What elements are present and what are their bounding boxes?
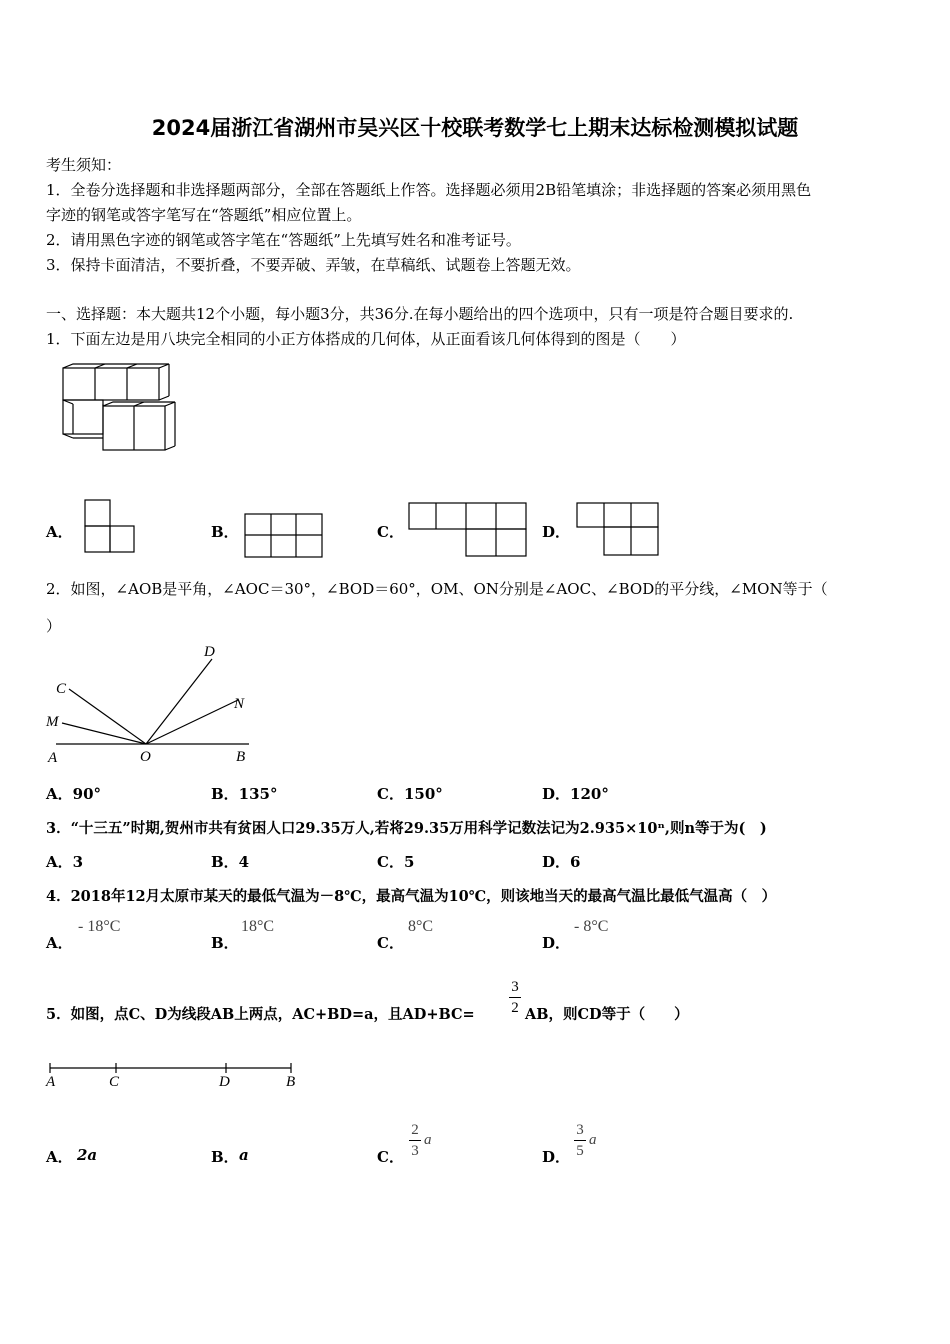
q3-stem: 3．“十三五”时期,贺州市共有贫困人口29.35万人,若将29.35万用科学记数法记为2.935×10ⁿ,则n等于为( )	[46, 820, 767, 837]
q2-stem-text: 2．如图，∠AOB是平角，∠AOC＝30°，∠BOD＝60°，OM、ON分别是∠AOC、∠BOD的平分线，∠MON等于（	[46, 580, 828, 598]
q4-option-a-label: A．	[46, 934, 73, 952]
notice-heading: 考生须知：	[46, 156, 122, 174]
q5-option-d-var: a	[589, 1132, 597, 1148]
q2-point-m: M	[46, 714, 59, 730]
q2-angle-figure	[44, 642, 264, 767]
page-title: 2024届浙江省湖州市吴兴区十校联考数学七上期末达标检测模拟试题	[151, 116, 799, 140]
q4-option-d-label: D．	[542, 934, 571, 952]
q4-stem: 4．2018年12月太原市某天的最低气温为－8℃，最高气温为10℃，则该地当天的最高气温比最低气温高（ ）	[46, 888, 777, 905]
fraction-bar	[509, 997, 521, 998]
q4-option-c-value: 8°C	[408, 918, 434, 935]
q5-option-a-value: 2a	[77, 1146, 98, 1164]
q4-option-b-value: 18°C	[241, 918, 275, 935]
q4-option-c-label: C．	[377, 934, 404, 952]
fraction-bar	[574, 1140, 586, 1141]
q5-optd-num: 3	[576, 1122, 584, 1138]
q2-point-b: B	[236, 749, 246, 765]
q1-option-d-label: D．	[542, 523, 571, 541]
q2-point-o: O	[140, 749, 151, 765]
q3-option-b: B．4	[211, 853, 250, 871]
q1-option-d-figure	[576, 502, 662, 560]
q5-option-c-fraction	[407, 1121, 423, 1160]
q1-option-a-label: A．	[46, 523, 73, 541]
q5-option-a-label: A．	[46, 1148, 73, 1166]
q5-frac-den: 2	[511, 1000, 519, 1016]
notice-line-1a: 1．全卷分选择题和非选择题两部分，全部在答题纸上作答。选择题必须用2B铅笔填涂；非选择题的答案必须用黑色	[46, 181, 812, 199]
section-heading: 一、选择题：本大题共12个小题，每小题3分，共36分.在每小题给出的四个选项中，只有一项是符合题目要求的.	[46, 305, 794, 323]
q1-option-b-label: B．	[211, 523, 239, 541]
q2-point-n: N	[234, 696, 245, 712]
q5-point-c: C	[109, 1074, 120, 1090]
q5-option-d-fraction	[572, 1121, 588, 1160]
q5-point-d: D	[219, 1074, 230, 1090]
notice-line-1b: 字迹的钢笔或答字笔写在“答题纸”相应位置上。	[46, 206, 362, 224]
q2-stem-end: ）	[46, 617, 62, 635]
q3-option-c: C．5	[377, 853, 415, 871]
q1-option-c-label: C．	[377, 523, 404, 541]
q2-point-a: A	[48, 750, 58, 766]
q5-stem-fraction	[507, 978, 523, 1017]
q5-segment-figure	[44, 1060, 304, 1095]
q5-stem-a: 5．如图，点C、D为线段AB上两点，AC+BD=a，且AD+BC=	[46, 1006, 475, 1023]
q5-point-b: B	[286, 1074, 296, 1090]
q2-stem	[46, 578, 828, 599]
q4-option-b-label: B．	[211, 934, 239, 952]
q2-option-a: A．90°	[46, 785, 102, 803]
q1-option-c-figure	[408, 502, 530, 560]
q1-solid-figure	[55, 360, 185, 455]
notice-line-2: 2．请用黑色字迹的钢笔或答字笔在“答题纸”上先填写姓名和准考证号。	[46, 231, 521, 249]
q2-option-d: D．120°	[542, 785, 609, 803]
q3-option-a: A．3	[46, 853, 84, 871]
q5-frac-num: 3	[511, 979, 519, 995]
q2-point-c: C	[56, 681, 67, 697]
notice-line-3: 3．保持卡面清洁，不要折叠，不要弄破、弄皱，在草稿纸、试题卷上答题无效。	[46, 256, 581, 274]
q5-optd-den: 5	[576, 1143, 584, 1159]
q5-point-a: A	[46, 1074, 56, 1090]
q5-stem-b: AB，则CD等于（ ）	[525, 1006, 689, 1023]
q5-option-c-label: C．	[377, 1148, 404, 1166]
q5-optc-num: 2	[411, 1122, 419, 1138]
q3-option-d: D．6	[542, 853, 581, 871]
q1-stem: 1．下面左边是用八块完全相同的小正方体搭成的几何体，从正面看该几何体得到的图是（ ）	[46, 330, 686, 348]
q5-option-c-var: a	[424, 1132, 432, 1148]
q5-option-d-label: D．	[542, 1148, 571, 1166]
q2-point-d: D	[204, 644, 215, 660]
q4-option-a-value: - 18°C	[78, 918, 121, 935]
fraction-bar	[409, 1140, 421, 1141]
q5-option-b-label: B．	[211, 1148, 239, 1166]
q4-option-d-value: - 8°C	[574, 918, 609, 935]
q5-optc-den: 3	[411, 1143, 419, 1159]
q5-option-b-value: a	[239, 1146, 249, 1164]
q2-option-b: B．135°	[211, 785, 278, 803]
q2-option-c: C．150°	[377, 785, 443, 803]
q1-option-a-figure	[84, 499, 136, 555]
q1-option-b-figure	[244, 513, 324, 559]
